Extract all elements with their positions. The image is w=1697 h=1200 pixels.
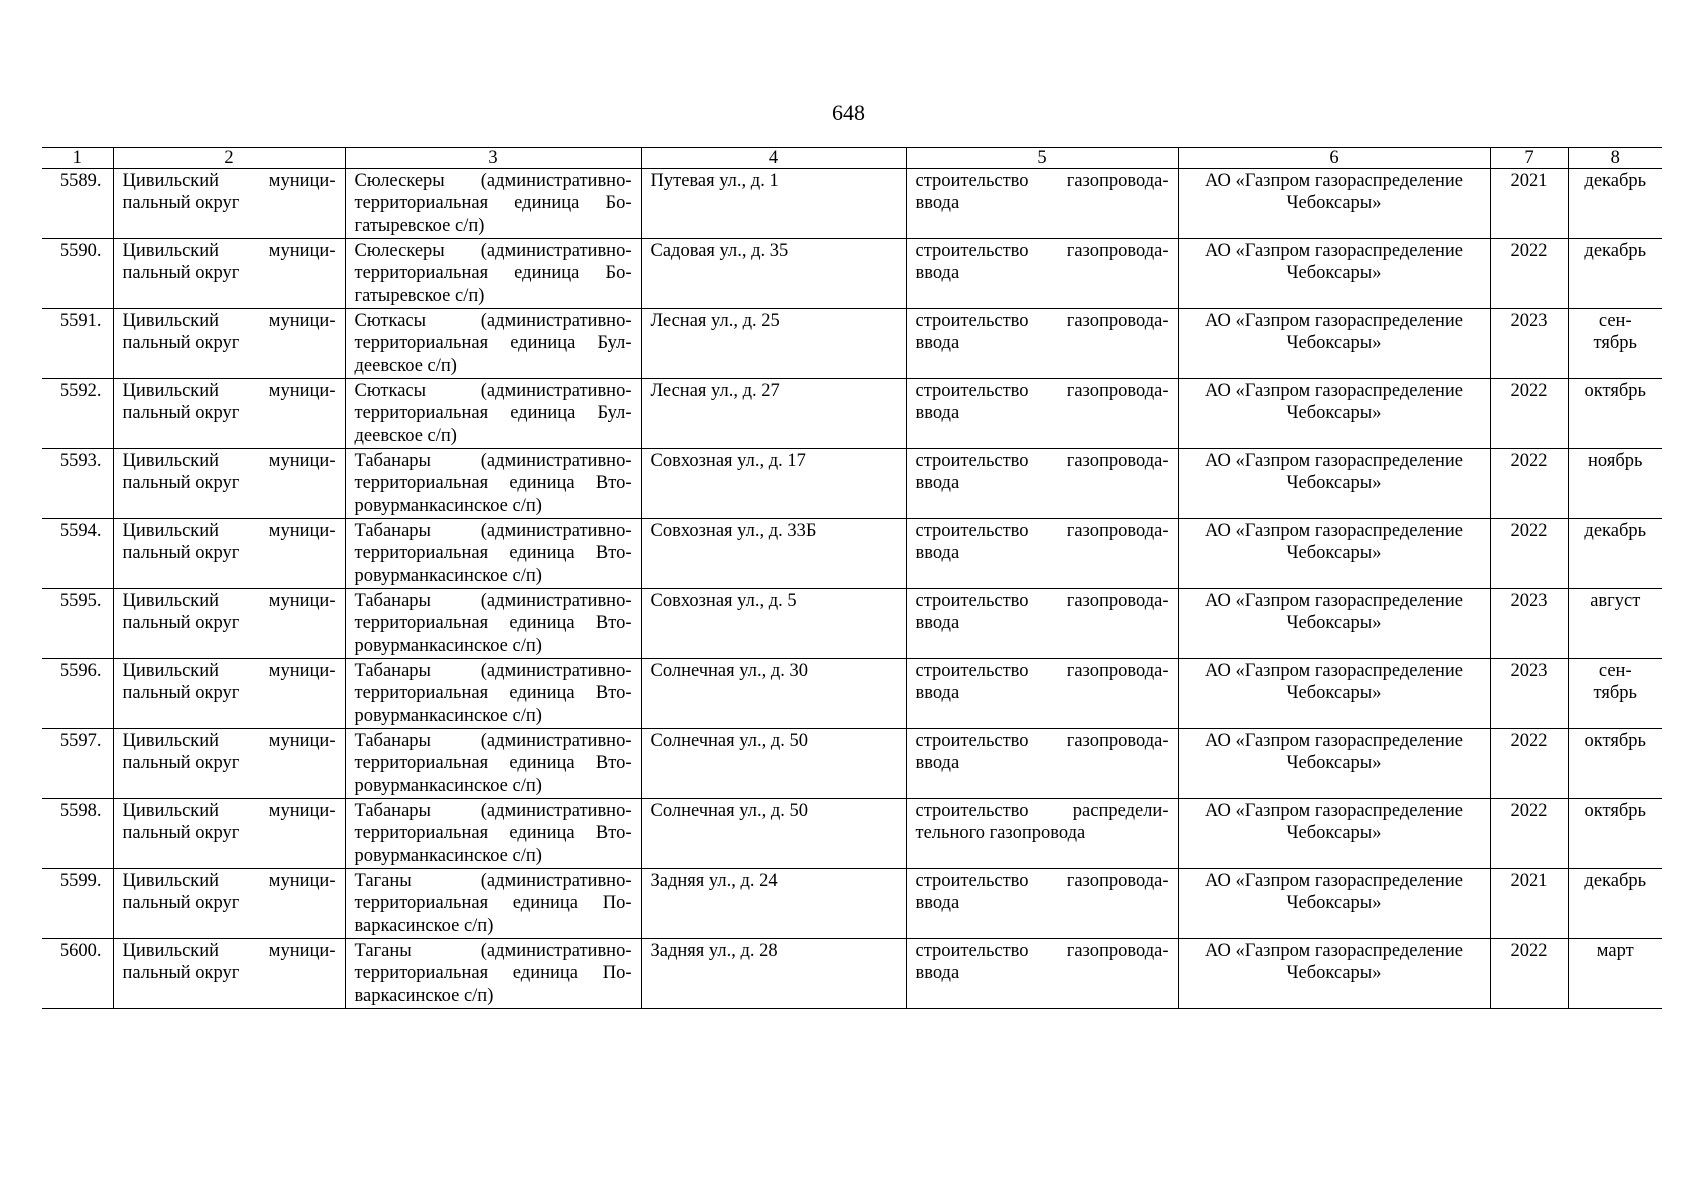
table-row xyxy=(42,939,1662,1009)
address-cell: Солнечная ул., д. 50 xyxy=(641,799,906,869)
column-header: 3 xyxy=(345,148,641,169)
column-header: 7 xyxy=(1490,148,1568,169)
settlement-cell: Таганы (административно-территориальная единица По-варкасинское с/п) xyxy=(345,869,641,939)
table-row xyxy=(42,869,1662,939)
address-cell: Совхозная ул., д. 33Б xyxy=(641,519,906,589)
column-header: 8 xyxy=(1568,148,1662,169)
month-cell: сен-тябрь xyxy=(1568,309,1662,379)
month-cell: март xyxy=(1568,939,1662,1009)
year-cell: 2022 xyxy=(1490,239,1568,309)
month-cell: декабрь xyxy=(1568,519,1662,589)
address-cell: Совхозная ул., д. 17 xyxy=(641,449,906,519)
district-cell: Цивильский муници-пальный округ xyxy=(113,169,345,239)
month-cell: октябрь xyxy=(1568,799,1662,869)
settlement-cell: Сюлескеры (административно-территориальная единица Бо-гатыревское с/п) xyxy=(345,239,641,309)
month-cell: сен-тябрь xyxy=(1568,659,1662,729)
organization-cell: АО «Газпром газораспределение Чебоксары» xyxy=(1178,869,1490,939)
year-cell: 2022 xyxy=(1490,449,1568,519)
row-number-cell: 5596. xyxy=(42,659,113,729)
address-cell: Солнечная ул., д. 30 xyxy=(641,659,906,729)
row-number-cell: 5592. xyxy=(42,379,113,449)
address-cell: Совхозная ул., д. 5 xyxy=(641,589,906,659)
district-cell: Цивильский муници-пальный округ xyxy=(113,659,345,729)
column-header: 5 xyxy=(906,148,1178,169)
settlement-cell: Сюткасы (административно-территориальная единица Бул-деевское с/п) xyxy=(345,379,641,449)
work-type-cell: строительство газопровода-ввода xyxy=(906,869,1178,939)
year-cell: 2022 xyxy=(1490,729,1568,799)
month-cell: октябрь xyxy=(1568,379,1662,449)
table-row xyxy=(42,239,1662,309)
gasification-table-container xyxy=(42,147,1662,1009)
district-cell: Цивильский муници-пальный округ xyxy=(113,379,345,449)
work-type-cell: строительство газопровода-ввода xyxy=(906,169,1178,239)
column-header: 4 xyxy=(641,148,906,169)
organization-cell: АО «Газпром газораспределение Чебоксары» xyxy=(1178,309,1490,379)
work-type-cell: строительство газопровода-ввода xyxy=(906,939,1178,1009)
settlement-cell: Табанары (административно-территориальная единица Вто-ровурманкасинское с/п) xyxy=(345,589,641,659)
year-cell: 2023 xyxy=(1490,309,1568,379)
organization-cell: АО «Газпром газораспределение Чебоксары» xyxy=(1178,589,1490,659)
row-number-cell: 5589. xyxy=(42,169,113,239)
column-number-header-row xyxy=(42,148,1662,169)
table-row xyxy=(42,449,1662,519)
settlement-cell: Табанары (административно-территориальная единица Вто-ровурманкасинское с/п) xyxy=(345,729,641,799)
organization-cell: АО «Газпром газораспределение Чебоксары» xyxy=(1178,449,1490,519)
settlement-cell: Табанары (административно-территориальная единица Вто-ровурманкасинское с/п) xyxy=(345,519,641,589)
row-number-cell: 5594. xyxy=(42,519,113,589)
row-number-cell: 5590. xyxy=(42,239,113,309)
year-cell: 2022 xyxy=(1490,939,1568,1009)
gasification-table xyxy=(42,147,1662,1009)
row-number-cell: 5600. xyxy=(42,939,113,1009)
settlement-cell: Сюлескеры (административно-территориальная единица Бо-гатыревское с/п) xyxy=(345,169,641,239)
settlement-cell: Табанары (административно-территориальная единица Вто-ровурманкасинское с/п) xyxy=(345,449,641,519)
work-type-cell: строительство распредели-тельного газопровода xyxy=(906,799,1178,869)
settlement-cell: Таганы (административно-территориальная единица По-варкасинское с/п) xyxy=(345,939,641,1009)
organization-cell: АО «Газпром газораспределение Чебоксары» xyxy=(1178,729,1490,799)
work-type-cell: строительство газопровода-ввода xyxy=(906,449,1178,519)
address-cell: Задняя ул., д. 28 xyxy=(641,939,906,1009)
year-cell: 2021 xyxy=(1490,169,1568,239)
table-row xyxy=(42,659,1662,729)
table-row xyxy=(42,379,1662,449)
district-cell: Цивильский муници-пальный округ xyxy=(113,309,345,379)
work-type-cell: строительство газопровода-ввода xyxy=(906,239,1178,309)
column-header: 6 xyxy=(1178,148,1490,169)
work-type-cell: строительство газопровода-ввода xyxy=(906,589,1178,659)
organization-cell: АО «Газпром газораспределение Чебоксары» xyxy=(1178,939,1490,1009)
organization-cell: АО «Газпром газораспределение Чебоксары» xyxy=(1178,379,1490,449)
row-number-cell: 5597. xyxy=(42,729,113,799)
row-number-cell: 5598. xyxy=(42,799,113,869)
table-row xyxy=(42,589,1662,659)
table-row xyxy=(42,729,1662,799)
district-cell: Цивильский муници-пальный округ xyxy=(113,239,345,309)
address-cell: Задняя ул., д. 24 xyxy=(641,869,906,939)
table-row xyxy=(42,519,1662,589)
month-cell: декабрь xyxy=(1568,239,1662,309)
address-cell: Садовая ул., д. 35 xyxy=(641,239,906,309)
month-cell: октябрь xyxy=(1568,729,1662,799)
district-cell: Цивильский муници-пальный округ xyxy=(113,869,345,939)
table-row xyxy=(42,799,1662,869)
work-type-cell: строительство газопровода-ввода xyxy=(906,379,1178,449)
year-cell: 2022 xyxy=(1490,379,1568,449)
month-cell: ноябрь xyxy=(1568,449,1662,519)
table-row xyxy=(42,309,1662,379)
work-type-cell: строительство газопровода-ввода xyxy=(906,659,1178,729)
address-cell: Лесная ул., д. 27 xyxy=(641,379,906,449)
organization-cell: АО «Газпром газораспределение Чебоксары» xyxy=(1178,659,1490,729)
district-cell: Цивильский муници-пальный округ xyxy=(113,939,345,1009)
address-cell: Лесная ул., д. 25 xyxy=(641,309,906,379)
work-type-cell: строительство газопровода-ввода xyxy=(906,519,1178,589)
organization-cell: АО «Газпром газораспределение Чебоксары» xyxy=(1178,239,1490,309)
work-type-cell: строительство газопровода-ввода xyxy=(906,729,1178,799)
column-header: 2 xyxy=(113,148,345,169)
row-number-cell: 5595. xyxy=(42,589,113,659)
year-cell: 2022 xyxy=(1490,519,1568,589)
organization-cell: АО «Газпром газораспределение Чебоксары» xyxy=(1178,169,1490,239)
settlement-cell: Табанары (административно-территориальная единица Вто-ровурманкасинское с/п) xyxy=(345,799,641,869)
row-number-cell: 5591. xyxy=(42,309,113,379)
settlement-cell: Табанары (административно-территориальная единица Вто-ровурманкасинское с/п) xyxy=(345,659,641,729)
column-header: 1 xyxy=(42,148,113,169)
page-number: 648 xyxy=(832,100,865,125)
district-cell: Цивильский муници-пальный округ xyxy=(113,729,345,799)
row-number-cell: 5599. xyxy=(42,869,113,939)
address-cell: Солнечная ул., д. 50 xyxy=(641,729,906,799)
organization-cell: АО «Газпром газораспределение Чебоксары» xyxy=(1178,799,1490,869)
month-cell: декабрь xyxy=(1568,169,1662,239)
district-cell: Цивильский муници-пальный округ xyxy=(113,799,345,869)
district-cell: Цивильский муници-пальный округ xyxy=(113,519,345,589)
year-cell: 2022 xyxy=(1490,799,1568,869)
table-row xyxy=(42,169,1662,239)
district-cell: Цивильский муници-пальный округ xyxy=(113,449,345,519)
year-cell: 2023 xyxy=(1490,659,1568,729)
settlement-cell: Сюткасы (административно-территориальная единица Бул-деевское с/п) xyxy=(345,309,641,379)
year-cell: 2021 xyxy=(1490,869,1568,939)
organization-cell: АО «Газпром газораспределение Чебоксары» xyxy=(1178,519,1490,589)
year-cell: 2023 xyxy=(1490,589,1568,659)
work-type-cell: строительство газопровода-ввода xyxy=(906,309,1178,379)
month-cell: август xyxy=(1568,589,1662,659)
row-number-cell: 5593. xyxy=(42,449,113,519)
address-cell: Путевая ул., д. 1 xyxy=(641,169,906,239)
month-cell: декабрь xyxy=(1568,869,1662,939)
district-cell: Цивильский муници-пальный округ xyxy=(113,589,345,659)
